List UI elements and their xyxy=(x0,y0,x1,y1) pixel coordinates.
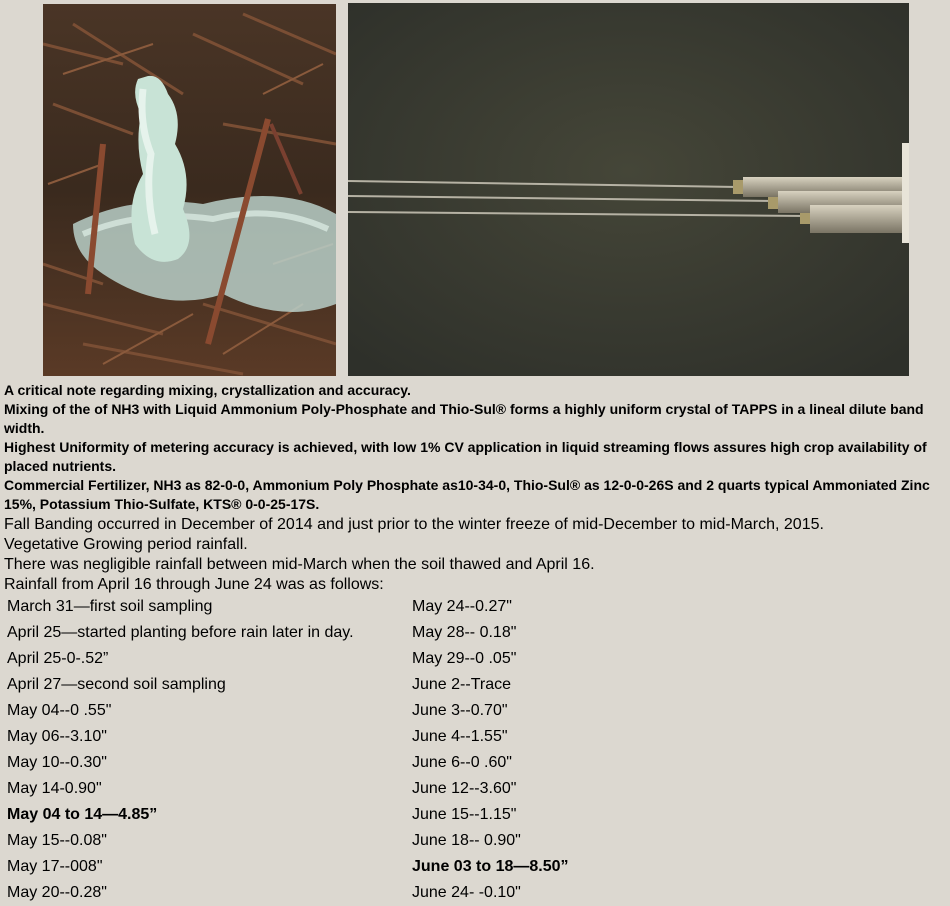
table-cell: June 3--0.70" xyxy=(412,702,508,719)
table-cell: June 24- -0.10" xyxy=(412,884,521,901)
table-cell: June 12--3.60" xyxy=(412,780,517,797)
table-cell: June 2--Trace xyxy=(412,676,511,693)
photo-row xyxy=(0,0,950,378)
table-row xyxy=(4,672,712,698)
table-cell: June 18-- 0.90" xyxy=(412,832,521,849)
table-cell: May 06--3.10" xyxy=(7,728,107,745)
rainfall-table xyxy=(4,594,712,906)
table-row xyxy=(4,880,712,906)
note-mixing: Mixing of the of NH3 with Liquid Ammonium Poly-Phosphate and Thio-Sul® forms a highly uniform crystal of TAPPS in a lineal dilute band width. xyxy=(4,401,924,436)
note-vegetative-period: Vegetative Growing period rainfall. xyxy=(4,536,248,553)
note-commercial-fertilizer: Commercial Fertilizer, NH3 as 82-0-0, Ammonium Poly Phosphate as10-34-0, Thio-Sul® as 12-0-0-26S and 2 quarts typical Ammoniated Zinc 15%, Potassium Thio-Sulfate, KTS® 0-0-25-17S. xyxy=(4,477,930,512)
table-row xyxy=(4,854,712,880)
table-cell-total-may: May 04 to 14—4.85” xyxy=(7,806,158,823)
table-cell: May 14-0.90" xyxy=(7,780,102,797)
table-cell: April 27—second soil sampling xyxy=(7,676,226,693)
note-uniformity: Highest Uniformity of metering accuracy is achieved, with low 1% CV application in liquid streaming flows assures high crop availability of placed nutrients. xyxy=(4,439,927,474)
rainfall-notes xyxy=(4,515,944,595)
table-cell: May 15--0.08" xyxy=(7,832,107,849)
mixing-notes xyxy=(4,381,944,514)
fertilizer-crystal-photo xyxy=(43,4,336,376)
table-cell: May 20--0.28" xyxy=(7,884,107,901)
table-cell-total-june: June 03 to 18—8.50” xyxy=(412,858,569,875)
table-cell: May 24--0.27" xyxy=(412,598,512,615)
table-cell: May 29--0 .05" xyxy=(412,650,517,667)
table-row xyxy=(4,594,712,620)
table-cell: May 17--008" xyxy=(7,858,103,875)
table-row xyxy=(4,802,712,828)
table-cell: March 31—first soil sampling xyxy=(7,598,213,615)
table-cell: June 6--0 .60" xyxy=(412,754,512,771)
table-row xyxy=(4,620,712,646)
note-critical-heading: A critical note regarding mixing, crystallization and accuracy. xyxy=(4,382,411,398)
table-row xyxy=(4,646,712,672)
note-negligible-rainfall: There was negligible rainfall between mid-March when the soil thawed and April 16. xyxy=(4,556,595,573)
note-rainfall-intro: Rainfall from April 16 through June 24 was as follows: xyxy=(4,576,384,593)
table-cell: April 25—started planting before rain later in day. xyxy=(7,624,354,641)
table-cell: May 10--0.30" xyxy=(7,754,107,771)
table-row xyxy=(4,724,712,750)
table-cell: June 15--1.15" xyxy=(412,806,517,823)
table-row xyxy=(4,828,712,854)
table-cell: June 4--1.55" xyxy=(412,728,508,745)
table-row xyxy=(4,776,712,802)
table-cell: April 25-0-.52” xyxy=(7,650,109,667)
table-cell: May 04--0 .55" xyxy=(7,702,112,719)
table-cell: May 28-- 0.18" xyxy=(412,624,517,641)
note-fall-banding: Fall Banding occurred in December of 2014 and just prior to the winter freeze of mid-December to mid-March, 2015. xyxy=(4,516,824,533)
table-row xyxy=(4,750,712,776)
table-row xyxy=(4,698,712,724)
metering-tubes-photo xyxy=(348,3,909,376)
